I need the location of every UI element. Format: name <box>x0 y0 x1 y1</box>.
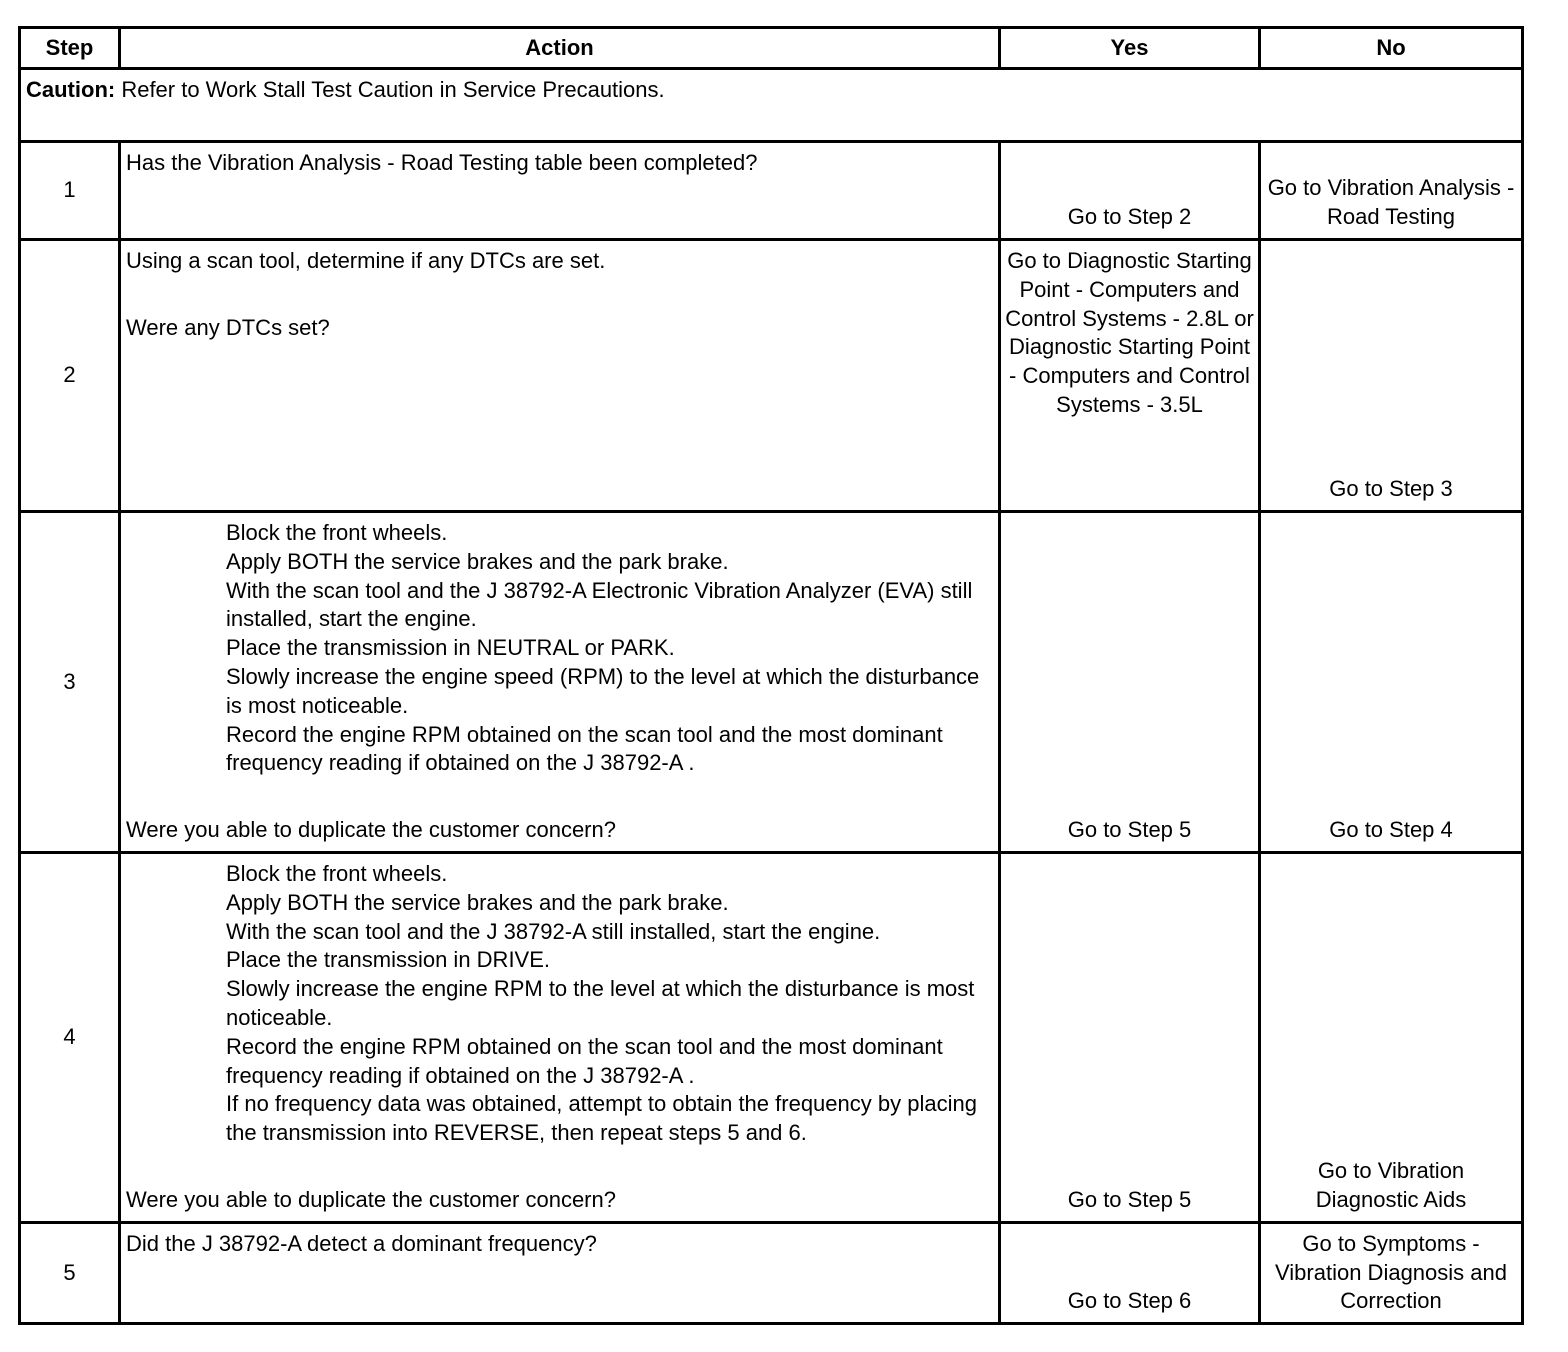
yes-cell: Go to Step 5 <box>1000 852 1260 1222</box>
caution-row <box>20 69 1523 142</box>
yes-cell: Go to Diagnostic Starting Point - Computers and Control Systems - 2.8L or Diagnostic Starting Point - Computers and Control Systems - 3.5L <box>1000 240 1260 512</box>
action-steps <box>126 860 994 1148</box>
action-cell <box>120 142 1000 240</box>
action-step: Slowly increase the engine speed (RPM) to the level at which the disturbance is most noticeable. <box>226 663 980 718</box>
step-number: 5 <box>20 1222 120 1323</box>
action-intro: Using a scan tool, determine if any DTCs are set. <box>126 248 606 273</box>
no-cell: Go to Vibration Diagnostic Aids <box>1260 852 1523 1222</box>
action-cell <box>120 852 1000 1222</box>
action-step: With the scan tool and the J 38792-A still installed, start the engine. <box>226 918 881 944</box>
no-cell: Go to Symptoms - Vibration Diagnosis and Correction <box>1260 1222 1523 1323</box>
action-question: Were any DTCs set? <box>126 314 330 340</box>
no-cell: Go to Step 4 <box>1260 512 1523 853</box>
step-number: 1 <box>20 142 120 240</box>
step-number: 3 <box>20 512 120 853</box>
step-number: 4 <box>20 852 120 1222</box>
yes-cell: Go to Step 6 <box>1000 1222 1260 1323</box>
header-action: Action <box>120 28 1000 69</box>
yes-cell: Go to Step 5 <box>1000 512 1260 853</box>
step-number: 2 <box>20 240 120 512</box>
no-cell: Go to Vibration Analysis - Road Testing <box>1260 142 1523 240</box>
header-yes: Yes <box>1000 28 1260 69</box>
action-steps <box>126 519 994 778</box>
action-step: Apply BOTH the service brakes and the park brake. <box>226 889 729 915</box>
no-cell: Go to Step 3 <box>1260 240 1523 512</box>
action-question: Were you able to duplicate the customer concern? <box>126 817 616 843</box>
action-step: Place the transmission in DRIVE. <box>226 947 551 973</box>
spacer <box>126 778 994 816</box>
action-step: Apply BOTH the service brakes and the park brake. <box>226 548 729 574</box>
action-step: Block the front wheels. <box>226 520 448 545</box>
table-row <box>20 142 1523 240</box>
action-step: Record the engine RPM obtained on the scan tool and the most dominant frequency reading if obtained on the J 38792-A . <box>226 721 943 776</box>
action-question: Has the Vibration Analysis - Road Testing table been completed? <box>126 150 758 175</box>
caution-cell <box>20 69 1523 142</box>
action-step: With the scan tool and the J 38792-A Electronic Vibration Analyzer (EVA) still installed, start the engine. <box>226 577 973 632</box>
header-row <box>20 28 1523 69</box>
table-row <box>20 852 1523 1222</box>
header-step: Step <box>20 28 120 69</box>
action-question: Were you able to duplicate the customer concern? <box>126 1186 616 1212</box>
action-cell <box>120 240 1000 512</box>
header-no: No <box>1260 28 1523 69</box>
spacer <box>126 1148 994 1186</box>
caution-label: Caution: <box>26 77 116 102</box>
action-question: Did the J 38792-A detect a dominant frequency? <box>126 1230 597 1256</box>
action-step: Record the engine RPM obtained on the scan tool and the most dominant frequency reading if obtained on the J 38792-A . <box>226 1033 943 1088</box>
action-step: Block the front wheels. <box>226 860 448 886</box>
yes-cell: Go to Step 2 <box>1000 142 1260 240</box>
action-cell <box>120 512 1000 853</box>
spacer <box>126 276 994 314</box>
table-row <box>20 1222 1523 1323</box>
caution-text: Refer to Work Stall Test Caution in Service Precautions. <box>115 77 665 102</box>
action-step: Slowly increase the engine RPM to the level at which the disturbance is most noticeable. <box>226 976 975 1030</box>
table-row <box>20 240 1523 512</box>
action-step: If no frequency data was obtained, attempt to obtain the frequency by placing the transmission into REVERSE, then repeat steps 5 and 6. <box>226 1091 977 1146</box>
action-step: Place the transmission in NEUTRAL or PARK. <box>226 635 675 661</box>
action-cell <box>120 1222 1000 1323</box>
diagnostic-table <box>18 26 1524 1325</box>
table-row <box>20 512 1523 853</box>
